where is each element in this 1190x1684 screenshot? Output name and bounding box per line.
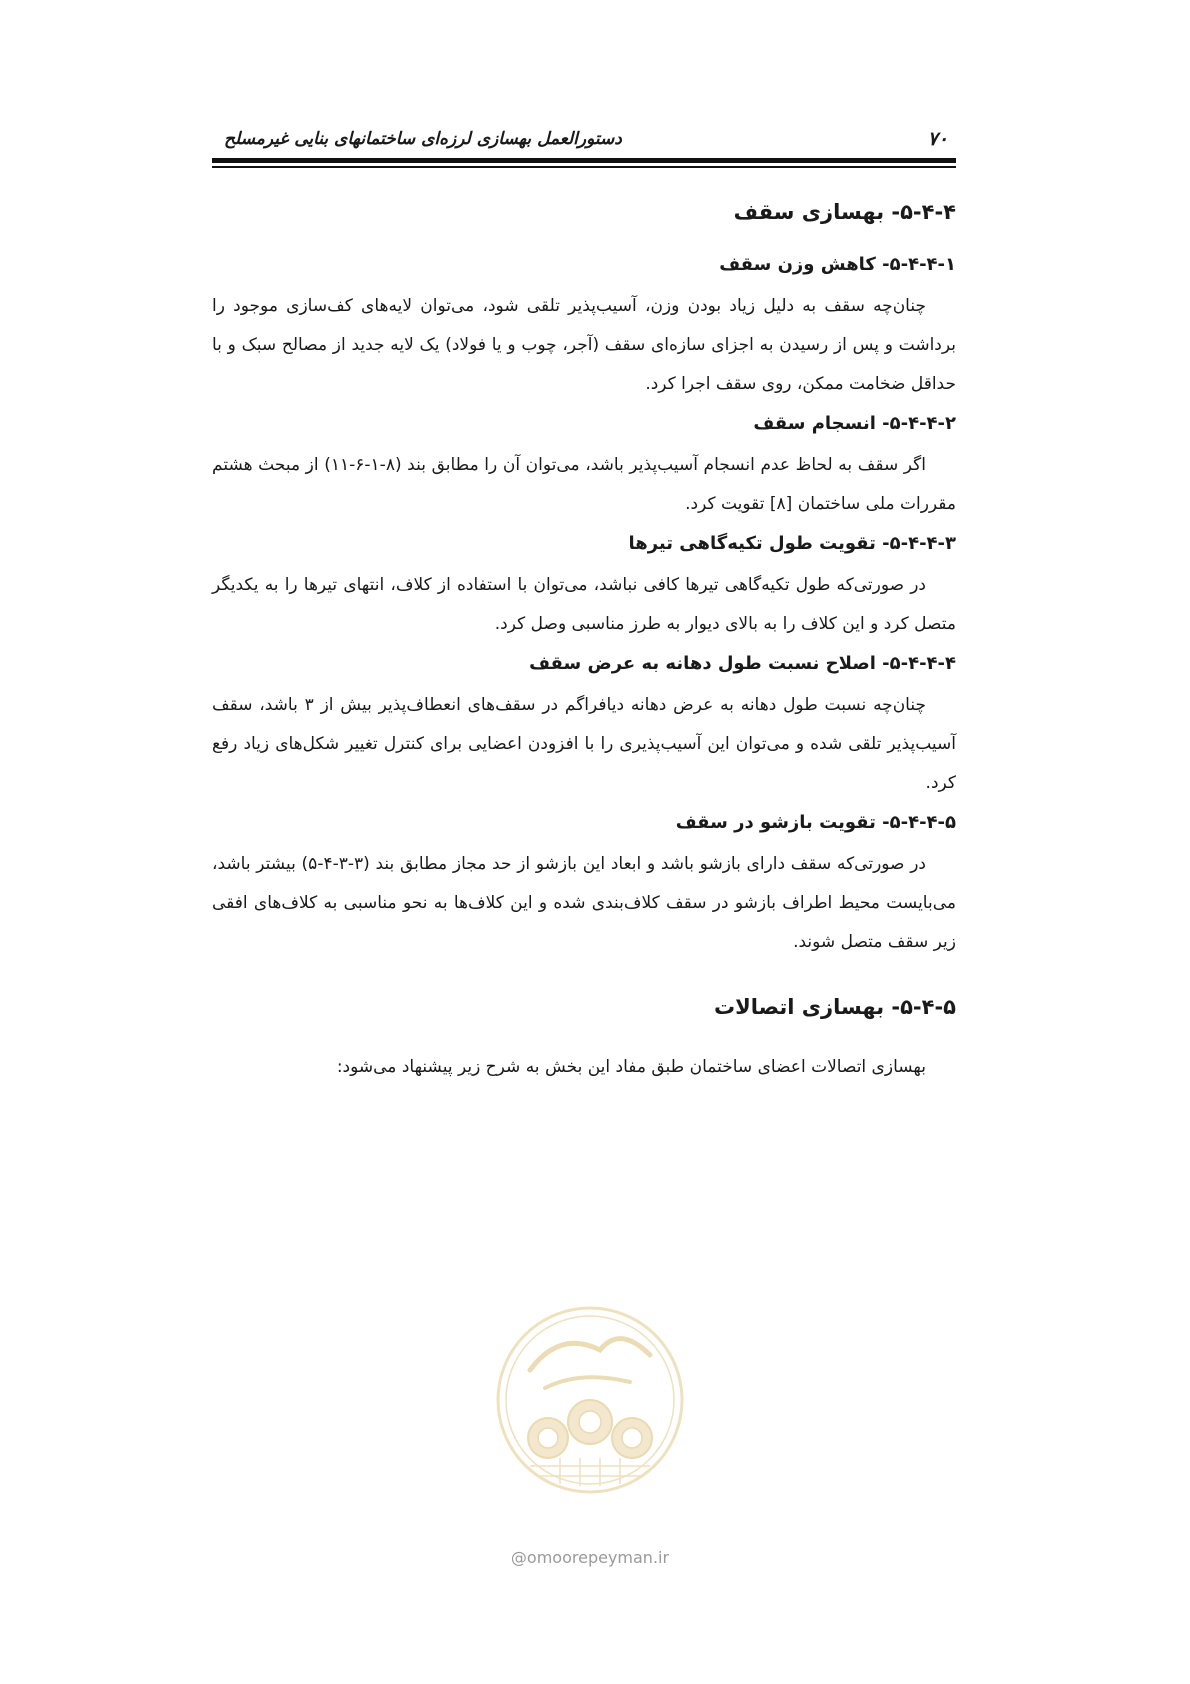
- header-rule-thick: [212, 158, 956, 163]
- subheading-beam-bearing-length: ۵-۴-۴-۳- تقویت طول تکیه‌گاهی تیرها: [628, 533, 956, 554]
- paragraph-roof-openings: در صورتی‌که سقف دارای بازشو باشد و ابعاد این بازشو از حد مجاز مطابق بند (۳-۳-۴-۵) بیشتر باشد، می‌بایست محیط اطراف بازشو در سقف کلاف‌بندی شده و این کلاف‌ها به نحو مناسبی به کلاف‌های افقی زیر سقف متصل شوند.: [212, 854, 956, 952]
- subheading-roof-integrity: ۵-۴-۴-۲- انسجام سقف: [753, 413, 956, 434]
- header-rule-thin: [212, 166, 956, 168]
- paragraph-reduce-roof-weight: چنان‌چه سقف به دلیل زیاد بودن وزن، آسیب‌پذیر تلقی شود، می‌توان لایه‌های کف‌سازی موجود را برداشت و پس از رسیدن به اجزای سازه‌ای سقف (آجر، چوب و یا فولاد) یک لایه جدید از مصالح سبک و با حداقل ضخامت ممکن، روی سقف اجرا کرد.: [212, 296, 956, 394]
- subheading-roof-openings: ۵-۴-۴-۵- تقویت بازشو در سقف: [675, 812, 956, 833]
- section-heading-roof-retrofit: ۵-۴-۴- بهسازی سقف: [733, 200, 956, 224]
- watermark-site: @omoorepeyman.ir: [510, 1548, 670, 1567]
- paragraph-span-ratio: چنان‌چه نسبت طول دهانه به عرض دهانه دیافراگم در سقف‌های انعطاف‌پذیر بیش از ۳ باشد، سقف آسیب‌پذیر تلقی شده و می‌توان این آسیب‌پذیری را با افزودن اعضایی برای کنترل تغییر شکل‌های زیاد رفع کرد.: [212, 695, 956, 793]
- subheading-span-ratio: ۵-۴-۴-۴- اصلاح نسبت طول دهانه به عرض سقف: [529, 653, 956, 674]
- subheading-reduce-roof-weight: ۵-۴-۴-۱- کاهش وزن سقف: [719, 254, 956, 275]
- watermark-logo: [490, 1300, 690, 1500]
- section-heading-connections: ۵-۴-۵- بهسازی اتصالات: [714, 995, 956, 1019]
- running-header: [212, 128, 956, 154]
- paragraph-beam-bearing-length: در صورتی‌که طول تکیه‌گاهی تیرها کافی نباشد، می‌توان با استفاده از کلاف، انتهای تیرها را به یکدیگر متصل کرد و این کلاف را به بالای دیوار به طرز مناسبی وصل کرد.: [212, 575, 956, 634]
- paragraph-connections: بهسازی اتصالات اعضای ساختمان طبق مفاد این بخش به شرح زیر پیشنهاد می‌شود:: [336, 1057, 926, 1077]
- page-number: ۷۰: [927, 128, 948, 150]
- book-title: دستورالعمل بهسازی لرزه‌ای ساختمانهای بنایی غیرمسلح: [224, 129, 622, 149]
- page-body: [212, 195, 956, 1091]
- paragraph-roof-integrity: اگر سقف به لحاظ عدم انسجام آسیب‌پذیر باشد، می‌توان آن را مطابق بند (۸-۱-۶-۱۱) از مبحث هشتم مقررات ملی ساختمان [۸] تقویت کرد.: [212, 455, 956, 514]
